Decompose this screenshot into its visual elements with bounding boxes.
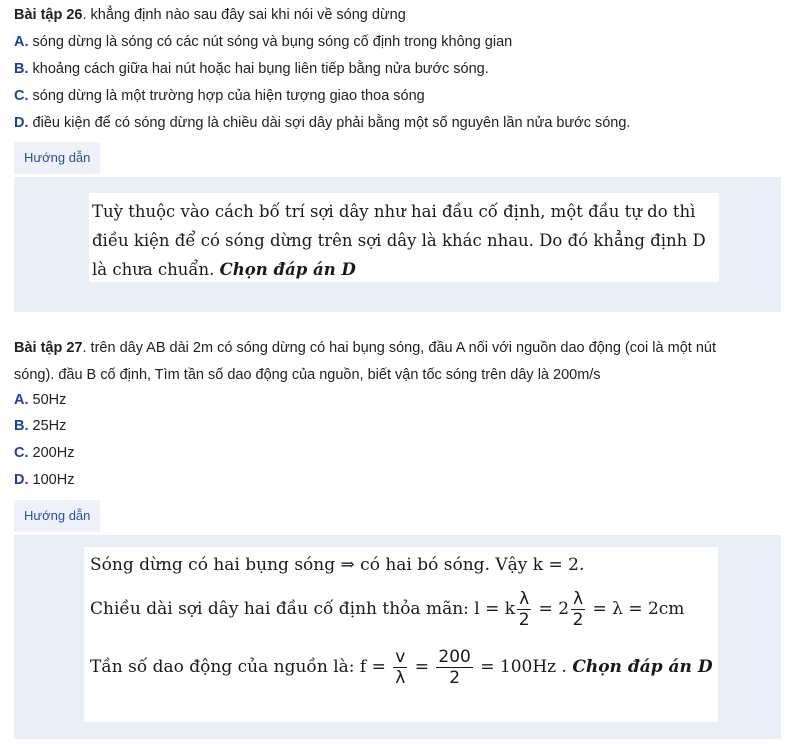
question-26-label: Bài tập 26: [14, 7, 83, 23]
fraction-lambda-over-2: $\frac{\lambda}{2}$: [572, 589, 584, 630]
option-text: 25Hz: [32, 418, 67, 434]
option-letter: A.: [14, 392, 29, 408]
option-letter: D.: [14, 115, 29, 131]
question-26-text: . khẳng định nào sau đây sai khi nói về sóng dừng: [82, 7, 406, 23]
option-text: 200Hz: [32, 445, 75, 461]
question-26-option-c[interactable]: [14, 83, 425, 109]
question-27-option-a[interactable]: [14, 387, 66, 413]
option-letter: B.: [14, 61, 29, 77]
question-27-option-d[interactable]: [14, 467, 74, 493]
question-27-option-c[interactable]: [14, 440, 74, 466]
solution-27-line-1: Sóng dừng có hai bụng sóng ⇒ có hai bó sóng. Vậy k = 2.: [90, 555, 585, 575]
question-26-title: [14, 2, 406, 28]
solution-panel-26: [14, 177, 781, 312]
option-letter: C.: [14, 445, 29, 461]
answer-text: Chọn đáp án D: [219, 260, 356, 279]
question-27-text-line-1: . trên dây AB dài 2m có sóng dừng có hai bụng sóng, đầu A nối với nguồn dao động (coi là một nút: [82, 340, 716, 356]
question-27-option-b[interactable]: [14, 413, 66, 439]
option-letter: C.: [14, 88, 29, 104]
solution-27-line-3: Tần số dao động của nguồn là: f = $\frac{v}{\lambda}$ = $\frac{200}{2}$ = 100Hz . Chọn đáp án D: [90, 647, 713, 688]
fraction-lambda-over-2: $\frac{\lambda}{2}$: [518, 589, 530, 630]
question-26-option-b[interactable]: [14, 56, 489, 82]
question-27-title: [14, 335, 716, 389]
option-text: điều kiện để có sóng dừng là chiều dài sợi dây phải bằng một số nguyên lần nửa bước sóng.: [32, 115, 631, 131]
solution-26-line-2: điều kiện để có sóng dừng trên sợi dây là khác nhau. Do đó khẳng định D: [92, 231, 706, 250]
option-text: 50Hz: [32, 392, 67, 408]
option-text: 100Hz: [32, 472, 75, 488]
question-27-text-line-2: sóng). đầu B cố định, Tìm tần số dao động của nguồn, biết vận tốc sóng trên dây là 200m/s: [14, 367, 601, 383]
fraction-200-over-2: $\frac{200}{2}$: [438, 647, 471, 688]
fraction-v-over-lambda: $\frac{v}{\lambda}$: [395, 647, 406, 688]
solution-card-26: [89, 193, 719, 282]
solution-card-27: [84, 547, 718, 722]
question-27-label: Bài tập 27: [14, 340, 83, 356]
answer-text: Chọn đáp án D: [572, 657, 713, 677]
question-26-option-d[interactable]: [14, 110, 630, 136]
guide-button-26[interactable]: Hướng dẫn: [14, 142, 100, 174]
option-letter: B.: [14, 418, 29, 434]
option-letter: D.: [14, 472, 29, 488]
option-letter: A.: [14, 34, 29, 50]
question-26-option-a[interactable]: [14, 29, 512, 55]
solution-27-line-2: Chiều dài sợi dây hai đầu cố định thỏa mãn: l = k $\frac{\lambda}{2}$ = 2 $\frac{\lambda}{2}$ = λ = 2cm: [90, 589, 685, 630]
solution-26-line-3: là chưa chuẩn. Chọn đáp án D: [92, 260, 356, 279]
option-text: sóng dừng là một trường hợp của hiện tượng giao thoa sóng: [32, 88, 425, 104]
solution-26-line-1: Tuỳ thuộc vào cách bố trí sợi dây như hai đầu cố định, một đầu tự do thì: [92, 202, 696, 221]
guide-button-27[interactable]: Hướng dẫn: [14, 500, 100, 532]
option-text: khoảng cách giữa hai nút hoặc hai bụng liên tiếp bằng nửa bước sóng.: [32, 61, 489, 77]
solution-panel-27: [14, 535, 781, 739]
option-text: sóng dừng là sóng có các nút sóng và bụng sóng cố định trong không gian: [32, 34, 513, 50]
